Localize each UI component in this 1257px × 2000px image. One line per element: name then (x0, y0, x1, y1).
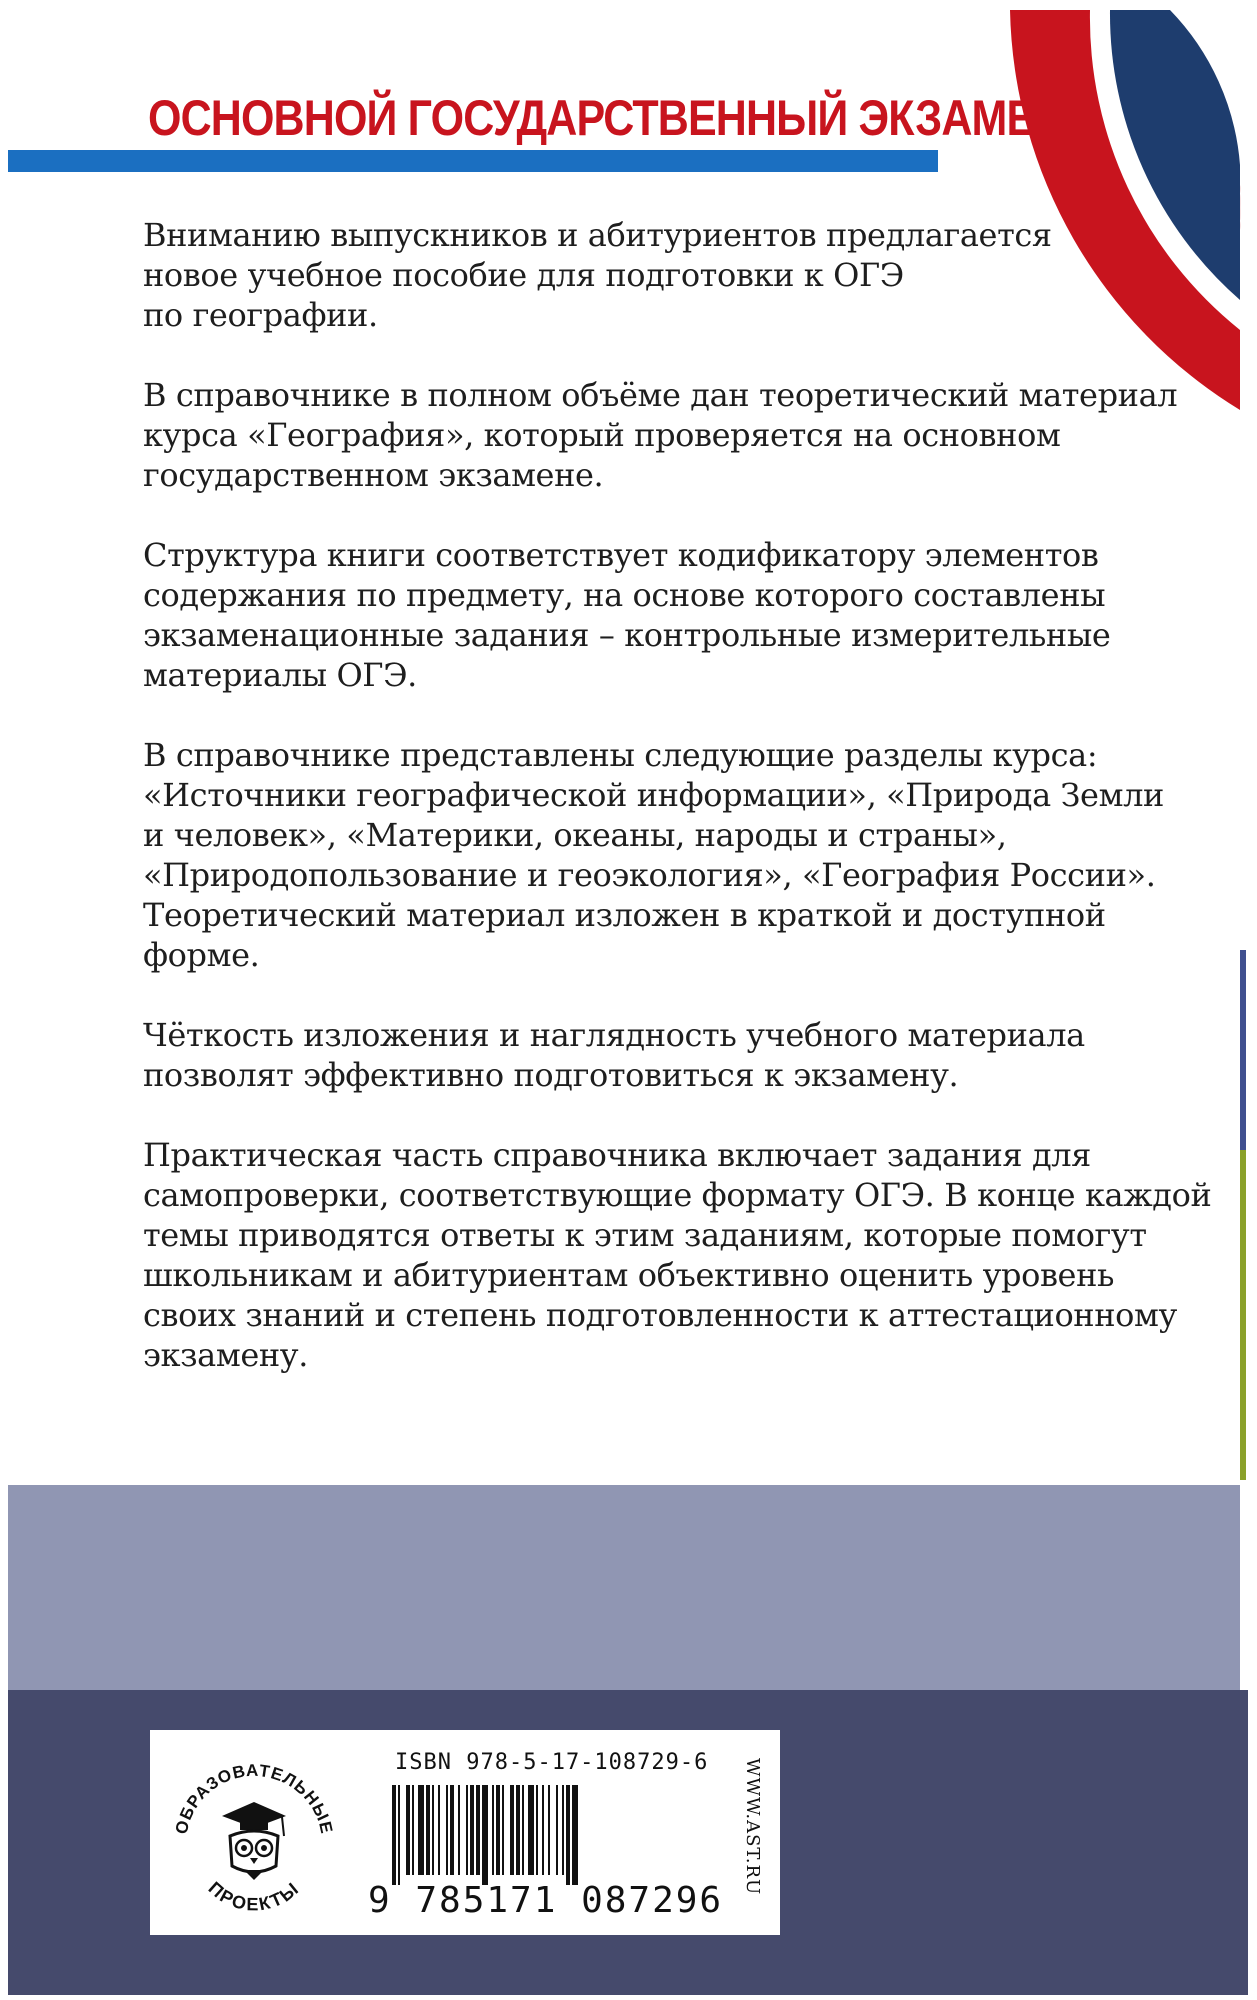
light-band (8, 1485, 1240, 1690)
text-line: материалы ОГЭ. (143, 656, 417, 694)
text-line: и человек», «Материки, океаны, народы и страны», (143, 816, 1007, 854)
description-text (143, 215, 1212, 1415)
paragraph (143, 1135, 1212, 1375)
publisher-logo (164, 1744, 344, 1924)
publisher-website: WWW.AST.RU (742, 1758, 763, 1896)
text-line: Структура книги соответствует кодификатору элементов (143, 536, 1099, 574)
title-underline-bar (8, 150, 938, 172)
text-line: государственном экзамене. (143, 456, 604, 494)
text-line: Теоретический материал изложен в краткой и доступной (143, 896, 1106, 934)
text-line: экзамену. (143, 1336, 309, 1374)
svg-text:ПРОЕКТЫ (205, 1878, 304, 1915)
paragraph (143, 375, 1183, 495)
text-line: позволят эффективно подготовиться к экзамену. (143, 1056, 959, 1094)
series-title: ОСНОВНОЙ ГОСУДАРСТВЕННЫЙ ЭКЗАМЕН (148, 90, 1065, 146)
barcode-icon (390, 1785, 720, 1885)
text-line: новое учебное пособие для подготовки к ОГЭ (143, 256, 904, 294)
barcode-digits: 9 785171 087296 (368, 1880, 724, 1921)
paragraph (143, 1015, 1183, 1095)
text-line: Практическая часть справочника включает задания для (143, 1136, 1091, 1174)
paragraph (143, 535, 1183, 695)
edge-strip-green (1240, 1150, 1246, 1480)
logo-top-text: ОБРАЗОВАТЕЛЬНЫЕ (171, 1760, 337, 1836)
text-line: В справочнике представлены следующие разделы курса: (143, 736, 1098, 774)
text-line: школьникам и абитуриентам объективно оценить уровень (143, 1256, 1115, 1294)
logo-bottom-text: ПРОЕКТЫ (204, 1877, 304, 1915)
text-line: В справочнике в полном объёме дан теоретический материал (143, 376, 1178, 414)
paragraph (143, 735, 1183, 975)
text-line: Чёткость изложения и наглядность учебного материала (143, 1016, 1085, 1054)
barcode-panel (150, 1730, 780, 1935)
text-line: по географии. (143, 296, 378, 334)
isbn-number: ISBN 978-5-17-108729-6 (395, 1750, 709, 1775)
text-line: форме. (143, 936, 260, 974)
text-line: Вниманию выпускников и абитуриентов предлагается (143, 216, 1052, 254)
text-line: экзаменационные задания – контрольные измерительные (143, 616, 1111, 654)
edge-strip-blue (1240, 950, 1246, 1150)
text-line: темы приводятся ответы к этим заданиям, которые помогут (143, 1216, 1147, 1254)
text-line: «Источники географической информации», «Природа Земли (143, 776, 1164, 814)
text-line: содержания по предмету, на основе которого составлены (143, 576, 1106, 614)
paragraph (143, 215, 1183, 335)
text-line: самопроверки, соответствующие формату ОГЭ. В конце каждой (143, 1176, 1212, 1214)
text-line: курса «География», который проверяется на основном (143, 416, 1061, 454)
text-line: своих знаний и степень подготовленности к аттестационному (143, 1296, 1177, 1334)
owl-mascot-icon (222, 1802, 286, 1880)
text-line: «Природопользование и геоэкология», «География России». (143, 856, 1156, 894)
